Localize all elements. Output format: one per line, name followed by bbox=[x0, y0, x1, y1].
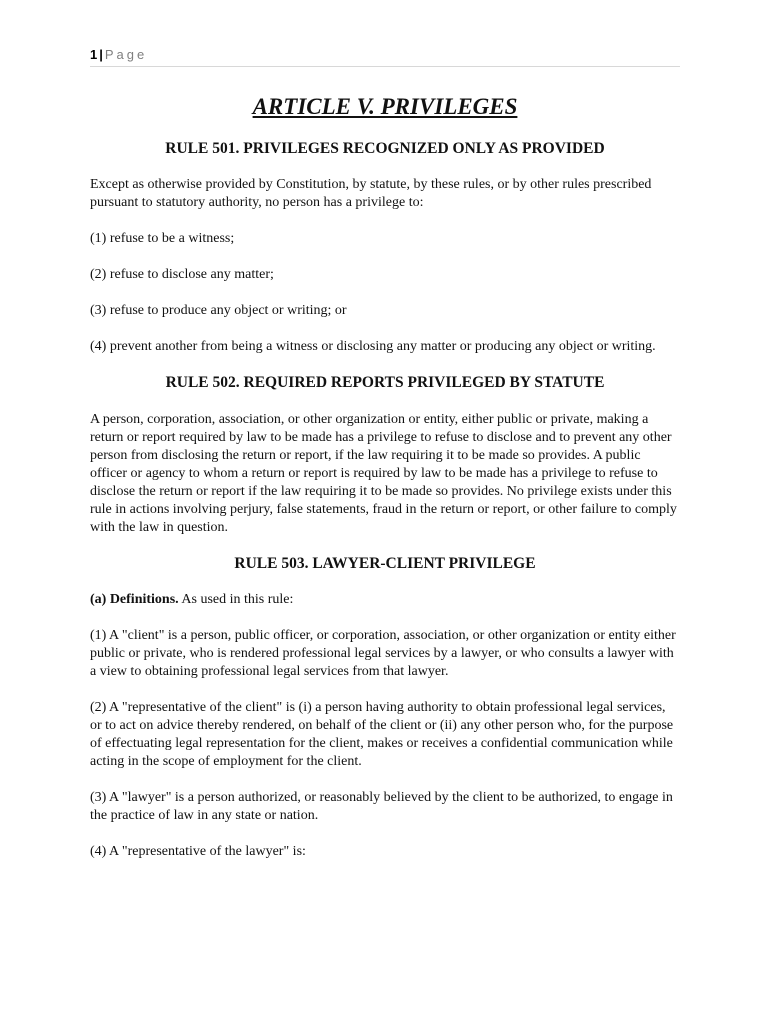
page-number: 1 bbox=[90, 47, 98, 62]
rule-501-item-3: (3) refuse to produce any object or writing; or bbox=[90, 303, 347, 318]
definitions-label: (a) Definitions. bbox=[90, 592, 179, 607]
article-title: ARTICLE V. PRIVILEGES bbox=[252, 94, 518, 119]
rule-503-para-4: (4) A "representative of the lawyer" is: bbox=[90, 844, 306, 859]
rule-503-title: RULE 503. LAWYER-CLIENT PRIVILEGE bbox=[234, 555, 536, 572]
document-body bbox=[90, 92, 680, 861]
rule-503-para-1: (1) A "client" is a person, public officer, or corporation, association, or other organization or entity either public or private, who is rendered professional legal services by a lawyer, or who consults a lawyer with a view to obtaining professional legal services from that lawyer. bbox=[90, 628, 676, 679]
rule-503-para-2: (2) A "representative of the client" is (i) a person having authority to obtain professional legal services, or to act on advice thereby rendered, on behalf of the client or (ii) any other person who, for the purpose of effectuating legal representation for the client, makes or receives a confidential communication while acting in the scope of employment for the client. bbox=[90, 700, 674, 769]
page-separator: | bbox=[99, 47, 103, 62]
rule-502-body: A person, corporation, association, or other organization or entity, either public or private, making a return or report required by law to be made has a privilege to refuse to disclose and to prevent any other person from disclosing the return or report, if the law requiring it to be made so provides. A public officer or agency to whom a return or report is required by law to be made has a privilege to refuse to disclose the return or report if the law requiring it to be made so provides. No privilege exists under this rule in actions involving perjury, false statements, fraud in the return or report, or other failure to comply with the law in question. bbox=[90, 412, 677, 535]
rule-502-title: RULE 502. REQUIRED REPORTS PRIVILEGED BY STATUTE bbox=[165, 374, 605, 391]
definitions-text: As used in this rule: bbox=[178, 592, 294, 607]
page-header bbox=[90, 46, 680, 67]
rule-501-title: RULE 501. PRIVILEGES RECOGNIZED ONLY AS PROVIDED bbox=[165, 140, 605, 157]
rule-503-para-3: (3) A "lawyer" is a person authorized, or reasonably believed by the client to be authorized, to engage in the practice of law in any state or nation. bbox=[90, 790, 673, 823]
rule-501-item-1: (1) refuse to be a witness; bbox=[90, 231, 235, 246]
rule-501-item-4: (4) prevent another from being a witness or disclosing any matter or producing any object or writing. bbox=[90, 339, 656, 354]
rule-501-item-2: (2) refuse to disclose any matter; bbox=[90, 267, 274, 282]
rule-501-intro: Except as otherwise provided by Constitution, by statute, by these rules, or by other rules prescribed pursuant to statutory authority, no person has a privilege to: bbox=[90, 177, 652, 210]
page-label: Page bbox=[104, 47, 148, 62]
rule-503-definitions bbox=[90, 591, 680, 609]
